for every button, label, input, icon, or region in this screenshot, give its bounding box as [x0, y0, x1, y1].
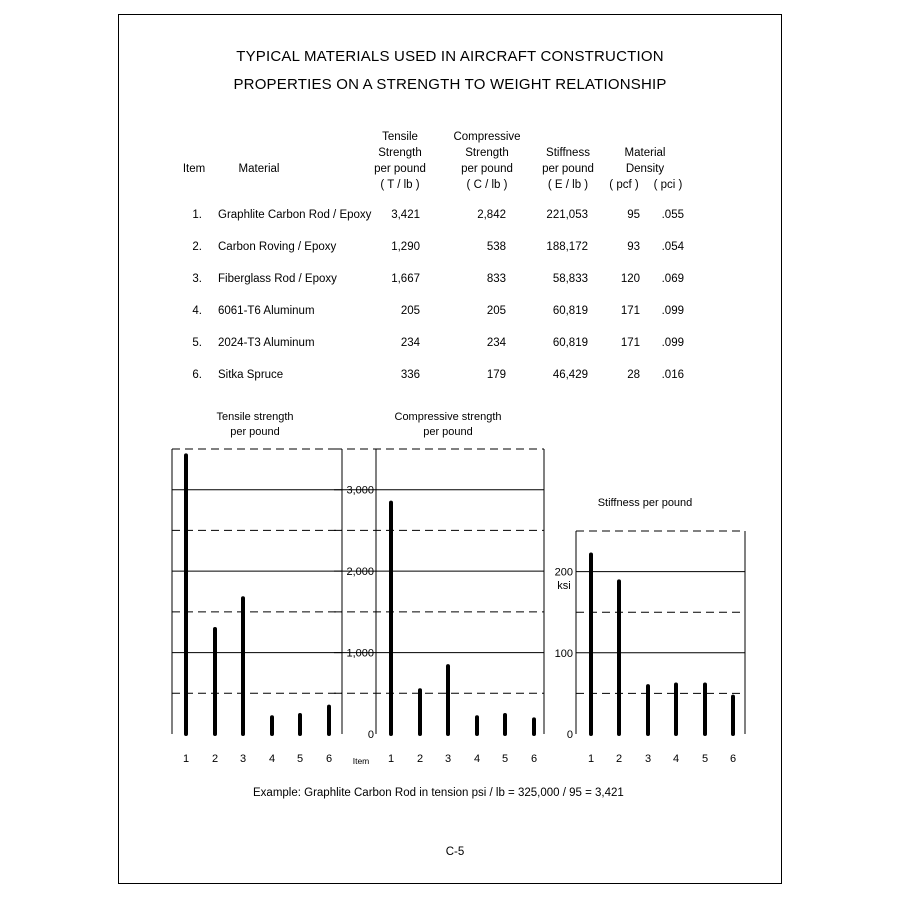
x-tick-label: 5	[501, 753, 509, 765]
cell-material: 2024-T3 Aluminum	[218, 337, 315, 349]
header-compressive: Compressive Strength per pound ( C / lb )	[453, 131, 521, 191]
y-tick-label: 1,000	[346, 647, 374, 660]
cell-material: Fiberglass Rod / Epoxy	[218, 273, 337, 285]
cell-compressive: 234	[486, 337, 506, 349]
y-tick-label: 200	[554, 566, 573, 579]
example-note: Example: Graphlite Carbon Rod in tension psi / lb = 325,000 / 95 = 3,421	[253, 787, 624, 799]
x-tick-label: 2	[615, 753, 623, 765]
cell-compressive: 179	[486, 369, 506, 381]
x-axis-label: Item	[352, 756, 370, 766]
y-tick-label: 0	[367, 729, 374, 741]
chart-title-stiffness: Stiffness per pound	[597, 497, 693, 509]
unit-label: ksi	[557, 580, 571, 592]
cell-item: 5.	[192, 337, 202, 349]
cell-pcf: 120	[620, 273, 640, 285]
page-title-line-2: PROPERTIES ON A STRENGTH TO WEIGHT RELATIONSHIP	[233, 76, 667, 93]
cell-stiffness: 221,053	[546, 209, 588, 221]
chart-title-tensile: Tensile strength per pound	[216, 411, 294, 438]
cell-material: Sitka Spruce	[218, 369, 284, 381]
page-title-line-1: TYPICAL MATERIALS USED IN AIRCRAFT CONSTRUCTION	[236, 48, 664, 65]
cell-item: 3.	[192, 273, 202, 285]
x-tick-label: 2	[211, 753, 219, 765]
x-tick-label: 4	[268, 753, 276, 765]
cell-stiffness: 60,819	[552, 337, 588, 349]
cell-pci: .099	[661, 305, 684, 317]
cell-stiffness: 60,819	[552, 305, 588, 317]
x-tick-label: 1	[587, 753, 595, 765]
cell-compressive: 205	[486, 305, 506, 317]
cell-item: 1.	[192, 209, 202, 221]
cell-pci: .099	[661, 337, 684, 349]
y-tick-label: 3,000	[346, 484, 374, 497]
x-tick-label: 3	[239, 753, 247, 765]
header-tensile: Tensile Strength per pound ( T / lb )	[374, 131, 426, 191]
x-tick-label: 1	[182, 753, 190, 765]
y-tick-label: 0	[566, 729, 573, 741]
cell-pci: .016	[661, 369, 684, 381]
cell-pcf: 93	[627, 241, 640, 253]
cell-tensile: 205	[400, 305, 420, 317]
x-tick-label: 4	[473, 753, 481, 765]
header-pci: ( pci )	[653, 179, 683, 191]
x-tick-label: 3	[444, 753, 452, 765]
x-tick-label: 6	[530, 753, 538, 765]
x-tick-label: 6	[729, 753, 737, 765]
x-tick-label: 3	[644, 753, 652, 765]
x-tick-label: 4	[672, 753, 680, 765]
chart-title-compressive: Compressive strength per pound	[394, 411, 502, 438]
cell-tensile: 1,667	[391, 273, 420, 285]
cell-item: 6.	[192, 369, 202, 381]
y-tick-label: 100	[554, 647, 573, 660]
x-tick-label: 1	[387, 753, 395, 765]
x-tick-label: 5	[296, 753, 304, 765]
cell-pci: .069	[661, 273, 684, 285]
cell-pcf: 171	[620, 337, 640, 349]
x-tick-label: 5	[701, 753, 709, 765]
x-tick-label: 6	[325, 753, 333, 765]
cell-tensile: 336	[400, 369, 420, 381]
cell-material: Graphlite Carbon Rod / Epoxy	[218, 209, 372, 221]
cell-tensile: 234	[400, 337, 420, 349]
cell-stiffness: 188,172	[546, 241, 588, 253]
cell-material: Carbon Roving / Epoxy	[218, 241, 337, 253]
cell-pci: .055	[661, 209, 684, 221]
cell-pcf: 171	[620, 305, 640, 317]
cell-tensile: 1,290	[391, 241, 420, 253]
cell-tensile: 3,421	[391, 209, 420, 221]
cell-item: 2.	[192, 241, 202, 253]
header-material: Material	[238, 163, 280, 175]
cell-compressive: 2,842	[477, 209, 506, 221]
cell-item: 4.	[192, 305, 202, 317]
header-density: Material Density	[624, 147, 666, 175]
cell-stiffness: 46,429	[552, 369, 588, 381]
x-tick-label: 2	[416, 753, 424, 765]
y-tick-label: 2,000	[346, 566, 374, 579]
page-number: C-5	[445, 846, 465, 858]
cell-pci: .054	[661, 241, 684, 253]
cell-material: 6061-T6 Aluminum	[218, 305, 315, 317]
cell-stiffness: 58,833	[552, 273, 588, 285]
cell-compressive: 538	[486, 241, 506, 253]
cell-pcf: 28	[627, 369, 640, 381]
header-pcf: ( pcf )	[609, 179, 639, 191]
cell-pcf: 95	[627, 209, 640, 221]
header-item: Item	[182, 163, 206, 175]
cell-compressive: 833	[486, 273, 506, 285]
header-stiffness: Stiffness per pound ( E / lb )	[542, 147, 594, 191]
